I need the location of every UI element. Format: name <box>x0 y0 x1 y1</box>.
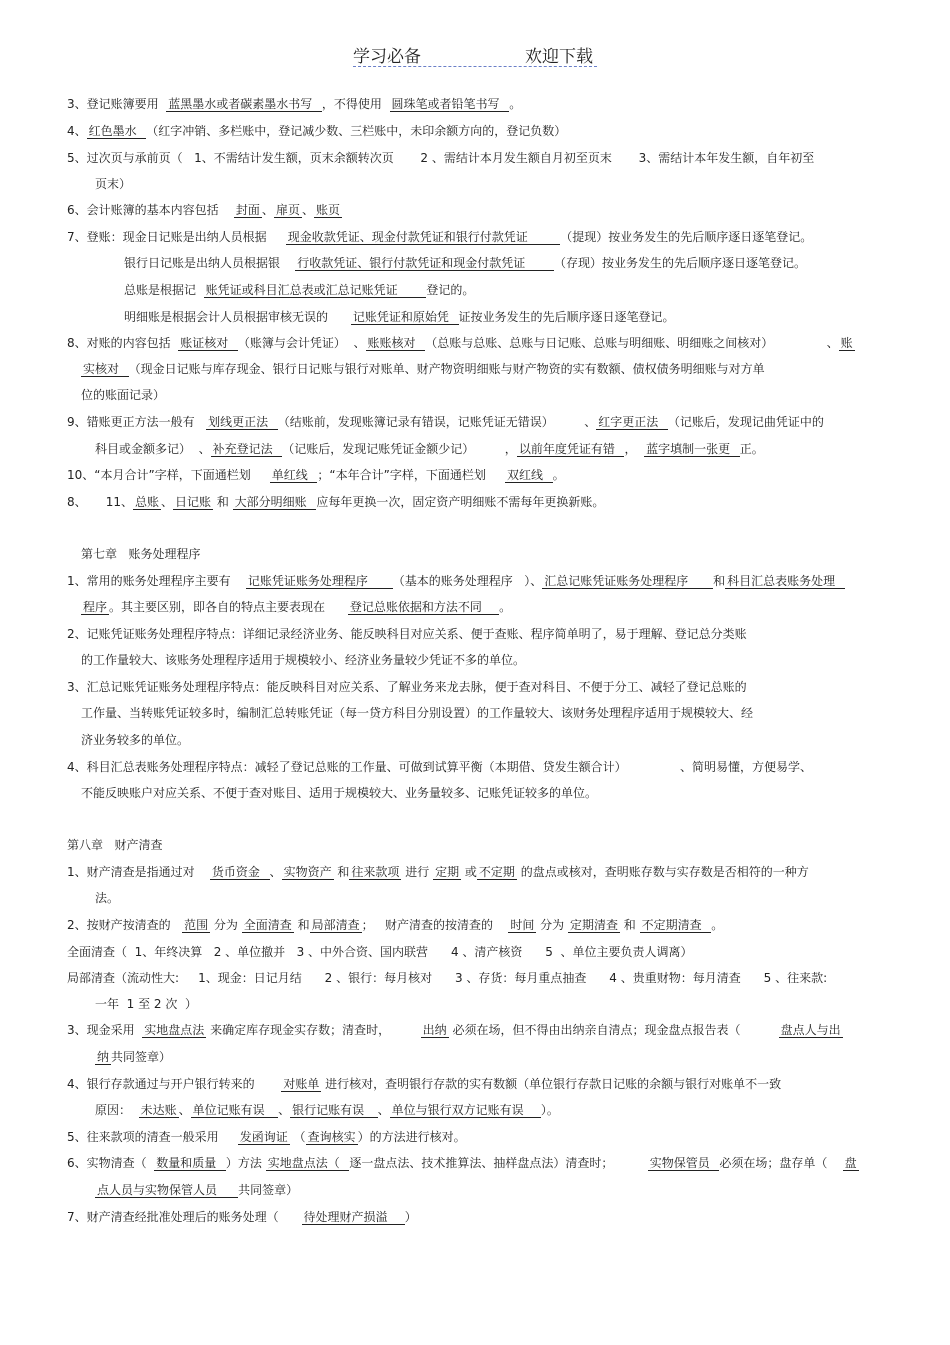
underlined-answer: 单位与银行双方记账有误 <box>391 1103 539 1117</box>
text-segment: 济业务较多的单位。 <box>81 733 190 747</box>
text-segment: 3、现金采用 <box>67 1023 143 1037</box>
underlined-answer: 圆珠笔或者铅笔书写 <box>391 97 508 111</box>
text-segment: 7、财产清查经批准处理后的账务处理（ <box>67 1210 302 1224</box>
text-segment: 逐一盘点法、技术推算法、抽样盘点法）清查时； <box>349 1156 648 1170</box>
text-segment: 页末） <box>95 177 132 191</box>
underlined-answer: 银行记账有误 <box>292 1103 376 1117</box>
text-line <box>95 890 119 906</box>
text-segment: 1、常用的账务处理程序主要有 <box>67 574 246 588</box>
underlined-answer: 实核对 <box>83 362 127 376</box>
text-segment: 第八章 财产清查 <box>67 838 163 852</box>
text-segment: （账簿与会计凭证） 、 <box>237 336 366 350</box>
underlined-answer: 不定期清查 <box>641 918 710 932</box>
underlined-answer: 单红线 <box>271 468 316 482</box>
text-segment: 全面清查（ 1、年终决算 2 、单位撤并 3 、中外合资、国内联营 4 、清产核资 5 、单位主要负责人调离） <box>67 945 693 959</box>
underlined-answer: 盘点人与出 <box>780 1023 841 1037</box>
text-segment: 4、 <box>67 124 87 138</box>
text-segment: 2、记账凭证账务处理程序特点：详细记录经济业务、能反映科目对应关系、便于查账、程序简单明了，易于理解、登记总分类账 <box>67 627 747 641</box>
text-segment: 3、登记账簿要用 <box>67 97 167 111</box>
text-segment: 分为 <box>210 918 242 932</box>
text-segment: 一年 1 至 2 次 ） <box>95 997 197 1011</box>
underlined-answer: 登记总账依据和方法不同 <box>349 600 498 614</box>
text-segment: 。 <box>509 97 522 111</box>
underlined-answer: 时间 <box>510 918 535 932</box>
page-header <box>353 40 597 67</box>
text-segment: 6、会计账簿的基本内容包括 <box>67 203 234 217</box>
text-line <box>67 96 521 112</box>
text-segment: 5、往来款项的清查一般采用 <box>67 1130 238 1144</box>
text-line <box>81 361 765 377</box>
text-line <box>81 705 753 721</box>
text-line <box>67 1209 417 1225</box>
text-line <box>67 123 566 139</box>
text-segment: 9、错账更正方法一般有 <box>67 415 207 429</box>
underlined-answer: 范围 <box>184 918 209 932</box>
underlined-answer: 账证核对 <box>180 336 236 350</box>
underlined-answer: 纳 <box>97 1050 110 1064</box>
text-segment: 、 <box>261 203 274 217</box>
underlined-answer: 局部清查 <box>311 918 360 932</box>
text-segment: 和 <box>293 918 310 932</box>
text-segment: 。 <box>711 918 724 932</box>
text-segment: （提现）按业务发生的先后顺序逐日逐笔登记。 <box>560 230 813 244</box>
text-segment: 、 <box>161 495 174 509</box>
text-segment: （现金日记账与库存现金、银行日记账与银行对账单、财产物资明细账与财产物资的实有数额、债权债务明细账与对方单 <box>128 362 765 376</box>
text-segment: ）的方法进行核对。 <box>357 1130 466 1144</box>
text-line <box>67 202 342 218</box>
text-segment: 7、登账：现金日记账是出纳人员根据 <box>67 230 286 244</box>
text-segment: 登记的。 <box>426 283 475 297</box>
text-segment: 6、实物清查（ <box>67 1156 155 1170</box>
header-right-text: 欢迎下载 <box>525 47 593 67</box>
text-line <box>81 732 189 748</box>
text-line <box>67 626 747 642</box>
text-line <box>67 494 604 510</box>
text-segment: ）。 <box>540 1103 559 1117</box>
text-segment: 不能反映账户对应关系、不便于查对账目、适用于规模较大、业务量较多、记账凭证较多的单位。 <box>81 786 598 800</box>
underlined-answer: 日记账 <box>175 495 212 509</box>
text-line <box>67 679 747 695</box>
text-segment: 4、银行存款通过与开户银行转来的 <box>67 1077 282 1091</box>
underlined-answer: 实地盘点法（ <box>267 1156 348 1170</box>
text-segment: 和 <box>619 918 640 932</box>
underlined-answer: 以前年度凭证有错 <box>518 442 623 456</box>
text-segment: 银行日记账是出纳人员根据银 <box>124 256 296 270</box>
text-line <box>67 1022 843 1038</box>
text-line <box>67 944 693 960</box>
underlined-answer: 定期 <box>435 865 460 879</box>
underlined-answer: 蓝黑墨水或者碳素墨水书写 <box>168 97 320 111</box>
text-segment: ， <box>624 442 645 456</box>
underlined-answer: 现金收款凭证、现金付款凭证和银行付款凭证 <box>287 230 559 244</box>
underlined-answer: 账 <box>840 336 853 350</box>
text-line <box>67 467 565 483</box>
text-segment: 科目或金额多记） 、 <box>95 442 211 456</box>
underlined-answer: 封面 <box>235 203 260 217</box>
text-line <box>81 387 165 403</box>
text-segment: ； 财产清查的按清查的 <box>361 918 509 932</box>
text-line <box>81 546 200 562</box>
underlined-answer: 货币资金 <box>211 865 268 879</box>
underlined-answer: 账账核对 <box>367 336 424 350</box>
underlined-answer: 未达账 <box>140 1103 177 1117</box>
text-segment: 4、科目汇总表账务处理程序特点：减轻了登记总账的工作量、可做到试算平衡（本期借、贷发生额合计） 、简明易懂，方便易学、 <box>67 760 813 774</box>
underlined-answer: 单位记账有误 <box>192 1103 277 1117</box>
text-segment: 分为 <box>536 918 568 932</box>
underlined-answer: 大部分明细账 <box>234 495 315 509</box>
text-segment: 必须在场；盘存单（ <box>719 1156 843 1170</box>
text-segment: 共同签章） <box>111 1050 172 1064</box>
underlined-answer: 记账凭证账务处理程序 <box>247 574 391 588</box>
underlined-answer: 全面清查 <box>243 918 292 932</box>
text-line <box>95 1102 559 1118</box>
underlined-answer: 账凭证或科目汇总表或汇总记账凭证 <box>205 283 425 297</box>
text-line <box>124 255 806 271</box>
underlined-answer: 红字更正法 <box>598 415 666 429</box>
underlined-answer: 行收款凭证、银行付款凭证和现金付款凭证 <box>297 256 552 270</box>
underlined-answer: 往来款项 <box>351 865 400 879</box>
text-segment: 证按业务发生的先后顺序逐日逐笔登记。 <box>458 310 675 324</box>
text-line <box>95 176 131 192</box>
underlined-answer: 补充登记法 <box>212 442 281 456</box>
underlined-answer: 程序 <box>83 600 108 614</box>
underlined-answer: 划线更正法 <box>208 415 276 429</box>
text-line <box>67 1155 859 1171</box>
text-segment: 进行核对，查明银行存款的实有数额（单位银行存款日记账的余额与银行对账单不一致 <box>321 1077 782 1091</box>
text-line <box>67 414 824 430</box>
text-segment: 总账是根据记 <box>124 283 204 297</box>
text-segment: 的工作量较大、该账务处理程序适用于规模较小、经济业务量较少凭证不多的单位。 <box>81 653 526 667</box>
text-segment: （记账后，发现记账凭证金额少记） ， <box>282 442 517 456</box>
text-segment: 或 <box>461 865 477 879</box>
underlined-answer: 记账凭证和原始凭 <box>352 310 457 324</box>
text-line <box>67 1129 466 1145</box>
text-segment: 。 <box>499 600 512 614</box>
text-segment: 、 <box>377 1103 390 1117</box>
text-segment: 2、按财产按清查的 <box>67 918 183 932</box>
text-segment: （ <box>289 1130 306 1144</box>
text-segment: （基本的账务处理程序 ）、 <box>392 574 543 588</box>
underlined-answer: 实物资产 <box>283 865 332 879</box>
text-line <box>67 335 855 351</box>
text-line <box>67 837 162 853</box>
underlined-answer: 对账单 <box>283 1077 320 1091</box>
text-line <box>67 150 814 166</box>
text-segment: 、 <box>301 203 314 217</box>
underlined-answer: 扉页 <box>275 203 300 217</box>
text-segment: 位的账面记录） <box>81 388 166 402</box>
text-segment: 、 <box>269 865 282 879</box>
text-segment: 5、过次页与承前页（ 1、不需结计发生额，页末余额转次页 2 、需结计本月发生额自月初至页末 3、需结计本年发生额，自年初至 <box>67 151 815 165</box>
underlined-answer: 双红线 <box>506 468 551 482</box>
text-segment: 共同签章） <box>238 1183 299 1197</box>
text-segment: 1、财产清查是指通过对 <box>67 865 210 879</box>
text-segment: 应每年更换一次，固定资产明细账不需每年更换新账。 <box>316 495 605 509</box>
text-segment: 。 <box>552 468 565 482</box>
text-line <box>95 1049 171 1065</box>
text-segment: 工作量、当转账凭证较多时，编制汇总转账凭证（每一贷方科目分别设置）的工作量较大、该财务处理程序适用于规模较大、经 <box>81 706 754 720</box>
text-segment: 、 <box>178 1103 191 1117</box>
text-segment: （总账与总账、总账与日记账、总账与明细账、明细账之间核对） 、 <box>425 336 839 350</box>
text-segment: ）方法 <box>225 1156 266 1170</box>
text-line <box>124 309 675 325</box>
text-segment: 正。 <box>739 442 764 456</box>
text-line <box>81 785 597 801</box>
text-line <box>67 1076 781 1092</box>
underlined-answer: 蓝字填制一张更 <box>646 442 738 456</box>
text-segment: 8、对账的内容包括 <box>67 336 179 350</box>
text-line <box>81 599 511 615</box>
text-segment: 明细账是根据会计人员根据审核无误的 <box>124 310 351 324</box>
text-segment: 原因： <box>95 1103 139 1117</box>
text-line <box>124 282 474 298</box>
text-line <box>95 1182 298 1198</box>
text-segment: 。其主要区别，即各自的特点主要表现在 <box>109 600 348 614</box>
text-line <box>67 759 812 775</box>
text-segment: ，不得使用 <box>321 97 390 111</box>
text-segment: 8、 11、 <box>67 495 133 509</box>
text-segment: 和 <box>213 495 233 509</box>
text-line <box>95 996 197 1012</box>
text-segment: 必须在场，但不得由出纳亲自清点；现金盘点报告表（ <box>448 1023 779 1037</box>
text-segment: 第七章 账务处理程序 <box>81 547 201 561</box>
text-segment: 3、汇总记账凭证账务处理程序特点：能反映科目对应关系、了解业务来龙去脉，便于查对科目、不便于分工、减轻了登记总账的 <box>67 680 747 694</box>
underlined-answer: 不定期 <box>478 865 515 879</box>
text-line <box>81 652 525 668</box>
underlined-answer: 总账 <box>134 495 159 509</box>
text-segment: 法。 <box>95 891 120 905</box>
text-segment: ） <box>404 1210 417 1224</box>
underlined-answer: 实物保管员 <box>649 1156 718 1170</box>
text-segment: 的盘点或核对，查明账存数与实存数是否相符的一种方 <box>516 865 809 879</box>
underlined-answer: 盘 <box>844 1156 857 1170</box>
underlined-answer: 出纳 <box>422 1023 447 1037</box>
text-line <box>67 573 845 589</box>
underlined-answer: 汇总记账凭证账务处理程序 <box>544 574 712 588</box>
underlined-answer: 点人员与实物保管人员 <box>97 1183 237 1197</box>
text-segment: 和 <box>333 865 350 879</box>
underlined-answer: 数量和质量 <box>156 1156 224 1170</box>
text-segment: 局部清查（流动性大: 1、现金：日记月结 2 、银行：每月核对 3 、存货：每月重点抽查 4 、贵重财物：每月清查 5 、往来款: <box>67 971 828 985</box>
underlined-answer: 账页 <box>315 203 340 217</box>
text-line <box>67 917 723 933</box>
underlined-answer: 实地盘点法 <box>144 1023 205 1037</box>
text-line <box>67 229 812 245</box>
underlined-answer: 查询核实 <box>307 1130 356 1144</box>
underlined-answer: 发函询证 <box>239 1130 288 1144</box>
underlined-answer: 待处理财产损溢 <box>303 1210 403 1224</box>
text-segment: （记账后，发现记曲凭证中的 <box>667 415 824 429</box>
text-segment: （红字冲销、多栏账中，登记减少数、三栏账中，未印余额方向的，登记负数） <box>146 124 567 138</box>
text-segment: 和 <box>713 574 726 588</box>
text-segment: 来确定库存现金实存数；清查时， <box>206 1023 421 1037</box>
text-line <box>95 441 764 457</box>
text-segment: （结账前，发现账簿记录有错误，记账凭证无错误） 、 <box>277 415 597 429</box>
text-segment: 10、“本月合计”字样，下面通栏划 <box>67 468 270 482</box>
text-line <box>67 970 827 986</box>
text-segment: 、 <box>278 1103 291 1117</box>
underlined-answer: 定期清查 <box>569 918 618 932</box>
text-segment: ；“本年合计”字样，下面通栏划 <box>317 468 505 482</box>
header-left-text: 学习必备 <box>353 47 421 67</box>
underlined-answer: 科目汇总表账务处理 <box>727 574 843 588</box>
text-line <box>67 864 809 880</box>
text-segment: 进行 <box>401 865 434 879</box>
text-segment: （存现）按业务发生的先后顺序逐日逐笔登记。 <box>553 256 806 270</box>
underlined-answer: 红色墨水 <box>88 124 145 138</box>
